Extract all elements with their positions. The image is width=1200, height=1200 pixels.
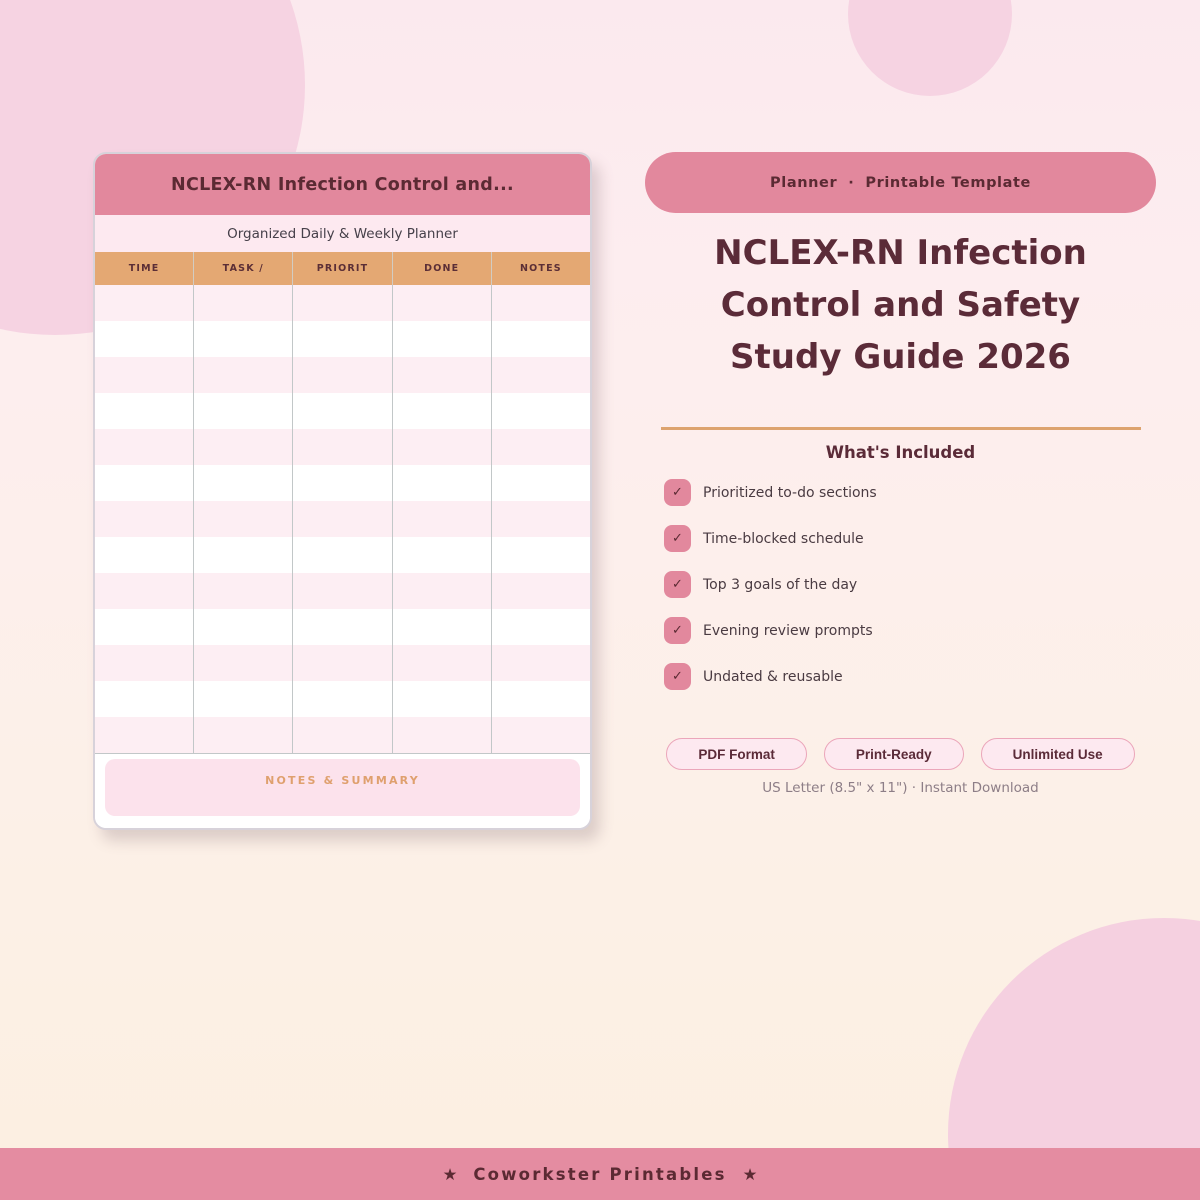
table-cell: [392, 429, 491, 465]
print-ready-button[interactable]: Print-Ready: [824, 738, 964, 770]
section-divider: [661, 427, 1141, 430]
star-icon: ★: [442, 1164, 458, 1184]
column-header-priority: PRIORIT: [292, 252, 391, 285]
table-cell: [392, 717, 491, 753]
preview-card-title: NCLEX-RN Infection Control and...: [95, 154, 590, 215]
table-cell: [491, 501, 590, 537]
checklist-item: [664, 571, 1156, 598]
checkmark-icon: ✓: [664, 617, 691, 644]
product-title: [714, 227, 1087, 383]
checklist-item: [664, 525, 1156, 552]
star-icon: ★: [742, 1164, 758, 1184]
table-cell: [95, 681, 193, 717]
checklist-item: [664, 617, 1156, 644]
product-title-line-1: NCLEX-RN Infection: [714, 233, 1087, 273]
table-cell: [491, 321, 590, 357]
preview-card-subtitle: Organized Daily & Weekly Planner: [95, 215, 590, 252]
table-cell: [193, 465, 292, 501]
checkmark-icon: ✓: [664, 663, 691, 690]
table-cell: [193, 717, 292, 753]
table-cell: [95, 537, 193, 573]
table-cell: [193, 645, 292, 681]
table-cell: [95, 465, 193, 501]
table-cell: [193, 429, 292, 465]
table-row: [95, 573, 590, 609]
table-cell: [491, 429, 590, 465]
table-cell: [193, 573, 292, 609]
table-cell: [193, 321, 292, 357]
table-cell: [292, 285, 391, 321]
table-cell: [95, 321, 193, 357]
badge-category-label: Planner: [770, 174, 838, 191]
checklist-item-label: Prioritized to-do sections: [703, 484, 877, 501]
table-cell: [292, 681, 391, 717]
decorative-circle-top-right: [848, 0, 1012, 96]
badge-type-label: Printable Template: [865, 174, 1031, 191]
table-row: [95, 645, 590, 681]
format-meta-text: US Letter (8.5" x 11") · Instant Download: [762, 780, 1039, 796]
table-cell: [292, 573, 391, 609]
table-cell: [193, 681, 292, 717]
included-checklist: [645, 479, 1156, 709]
table-cell: [292, 717, 391, 753]
table-row: [95, 321, 590, 357]
table-cell: [491, 357, 590, 393]
column-header-done: DONE: [392, 252, 491, 285]
table-row: [95, 393, 590, 429]
table-cell: [193, 501, 292, 537]
table-cell: [292, 465, 391, 501]
table-row: [95, 465, 590, 501]
table-cell: [95, 645, 193, 681]
table-cell: [193, 537, 292, 573]
checklist-item-label: Top 3 goals of the day: [703, 576, 858, 593]
table-cell: [95, 393, 193, 429]
category-badge: [645, 152, 1156, 213]
badge-separator-dot: ·: [848, 174, 855, 191]
product-title-line-3: Study Guide 2026: [730, 337, 1071, 377]
table-row: [95, 609, 590, 645]
table-cell: [491, 537, 590, 573]
table-row: [95, 537, 590, 573]
table-cell: [392, 501, 491, 537]
table-cell: [392, 681, 491, 717]
table-cell: [95, 429, 193, 465]
table-cell: [491, 573, 590, 609]
product-details-column: [645, 152, 1156, 796]
table-cell: [193, 609, 292, 645]
checklist-item-label: Undated & reusable: [703, 668, 843, 685]
brand-footer-bar: [0, 1148, 1200, 1200]
table-cell: [193, 285, 292, 321]
table-cell: [392, 609, 491, 645]
table-cell: [491, 609, 590, 645]
table-cell: [392, 285, 491, 321]
table-cell: [491, 393, 590, 429]
product-title-line-2: Control and Safety: [720, 285, 1081, 325]
table-cell: [292, 537, 391, 573]
notes-summary-area: [95, 753, 590, 828]
feature-buttons-row: [666, 738, 1134, 770]
planner-table-header: [95, 252, 590, 285]
table-cell: [292, 393, 391, 429]
table-cell: [392, 357, 491, 393]
table-row: [95, 501, 590, 537]
table-cell: [292, 357, 391, 393]
column-header-notes: NOTES: [491, 252, 590, 285]
table-cell: [392, 573, 491, 609]
checklist-item-label: Evening review prompts: [703, 622, 873, 639]
table-row: [95, 717, 590, 753]
table-cell: [95, 717, 193, 753]
column-header-task: TASK /: [193, 252, 292, 285]
table-row: [95, 429, 590, 465]
whats-included-heading: What's Included: [825, 443, 976, 462]
table-cell: [491, 717, 590, 753]
brand-name: Coworkster Printables: [473, 1164, 727, 1184]
table-cell: [392, 645, 491, 681]
checkmark-icon: ✓: [664, 479, 691, 506]
planner-table-rows: [95, 285, 590, 753]
table-cell: [292, 645, 391, 681]
checkmark-icon: ✓: [664, 571, 691, 598]
checkmark-icon: ✓: [664, 525, 691, 552]
table-row: [95, 285, 590, 321]
table-cell: [292, 609, 391, 645]
table-cell: [491, 645, 590, 681]
notes-summary-label: NOTES & SUMMARY: [105, 759, 580, 816]
checklist-item-label: Time-blocked schedule: [703, 530, 864, 547]
table-cell: [95, 501, 193, 537]
table-cell: [392, 537, 491, 573]
table-cell: [292, 501, 391, 537]
table-cell: [491, 465, 590, 501]
table-cell: [292, 321, 391, 357]
table-cell: [292, 429, 391, 465]
table-cell: [392, 465, 491, 501]
checklist-item: [664, 663, 1156, 690]
table-cell: [491, 681, 590, 717]
table-cell: [193, 357, 292, 393]
table-cell: [95, 357, 193, 393]
table-row: [95, 357, 590, 393]
table-cell: [95, 609, 193, 645]
column-header-time: TIME: [128, 263, 160, 274]
unlimited-use-button[interactable]: Unlimited Use: [981, 738, 1135, 770]
table-cell: [193, 393, 292, 429]
planner-preview-card: [93, 152, 592, 830]
table-cell: [392, 321, 491, 357]
table-cell: [95, 285, 193, 321]
checklist-item: [664, 479, 1156, 506]
pdf-format-button[interactable]: PDF Format: [666, 738, 807, 770]
table-row: [95, 681, 590, 717]
table-cell: [392, 393, 491, 429]
table-cell: [95, 573, 193, 609]
table-cell: [491, 285, 590, 321]
